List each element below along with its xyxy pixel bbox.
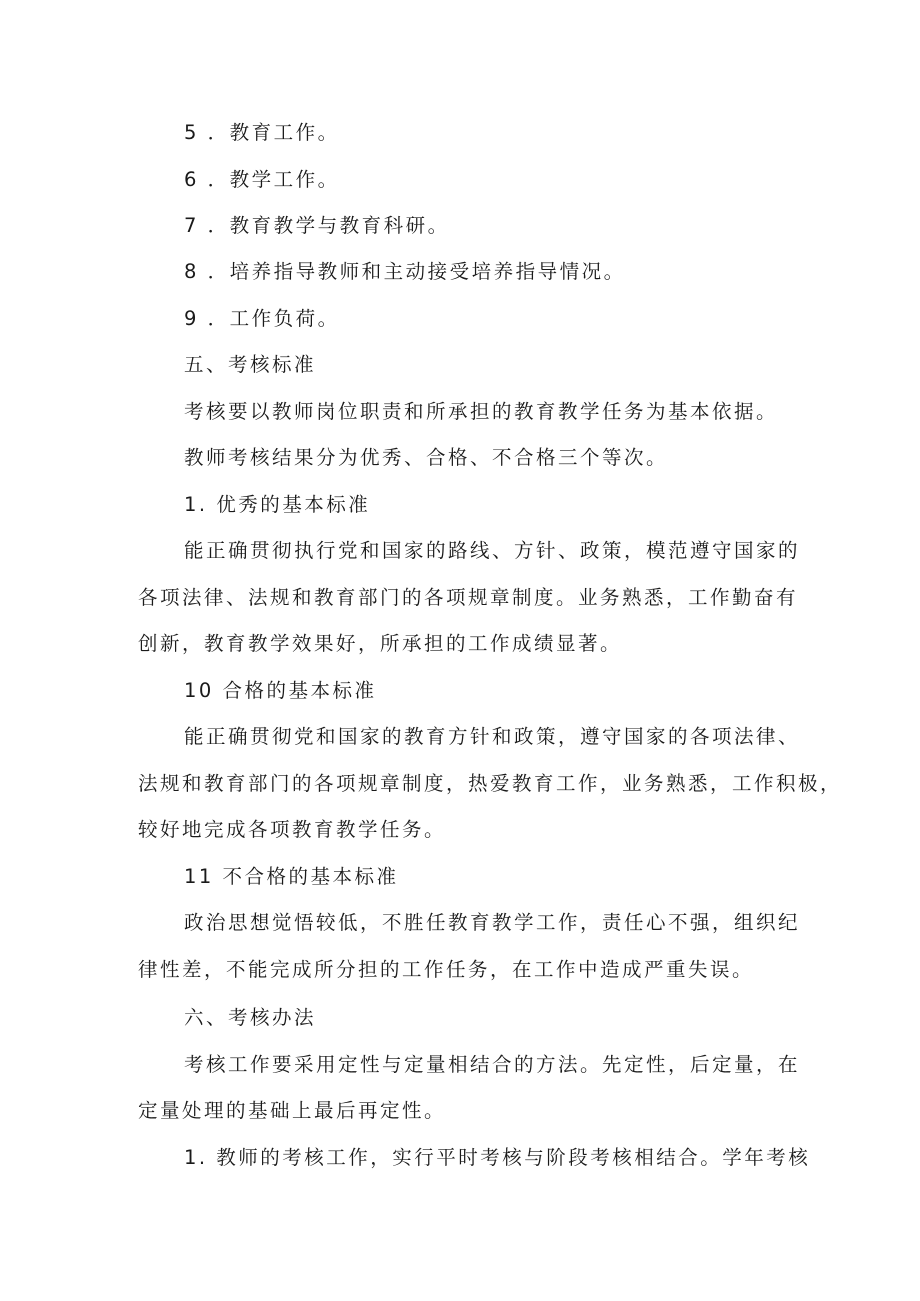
subheading-qualified: 10 合格的基本标准 bbox=[184, 679, 377, 702]
paragraph-line: 教师考核结果分为优秀、合格、不合格三个等次。 bbox=[184, 446, 669, 469]
paragraph-line: 能正确贯彻执行党和国家的路线、方针、政策，模范遵守国家的 bbox=[184, 539, 801, 562]
list-item-7: 7 ．教育教学与教育科研。 bbox=[184, 214, 450, 237]
paragraph-line: 创新，教育教学效果好，所承担的工作成绩显著。 bbox=[138, 632, 623, 655]
section-heading-6: 六、考核办法 bbox=[184, 1006, 317, 1029]
section-heading-5: 五、考核标准 bbox=[184, 353, 317, 376]
paragraph-line: 政治思想觉悟较低，不胜任教育教学工作，责任心不强，组织纪 bbox=[184, 911, 801, 934]
list-item-5: 5 ．教育工作。 bbox=[184, 121, 340, 144]
paragraph-line: 定量处理的基础上最后再定性。 bbox=[138, 1099, 447, 1122]
paragraph-line: 较好地完成各项教育教学任务。 bbox=[138, 818, 447, 841]
list-item-6: 6 ．教学工作。 bbox=[184, 168, 340, 191]
paragraph-line: 考核工作要采用定性与定量相结合的方法。先定性，后定量，在 bbox=[184, 1053, 801, 1076]
paragraph-line: 能正确贯彻党和国家的教育方针和政策，遵守国家的各项法律、 bbox=[184, 725, 801, 748]
list-item-8: 8 ．培养指导教师和主动接受培养指导情况。 bbox=[184, 260, 626, 283]
paragraph-line: 1. 教师的考核工作，实行平时考核与阶段考核相结合。学年考核 bbox=[184, 1146, 811, 1169]
paragraph-line: 法规和教育部门的各项规章制度，热爱教育工作，业务熟悉，工作积极， bbox=[138, 772, 843, 795]
paragraph-line: 律性差，不能完成所分担的工作任务，在工作中造成严重失误。 bbox=[138, 958, 755, 981]
subheading-excellent: 1. 优秀的基本标准 bbox=[184, 493, 371, 516]
paragraph-line: 考核要以教师岗位职责和所承担的教育教学任务为基本依据。 bbox=[184, 400, 779, 423]
paragraph-line: 各项法律、法规和教育部门的各项规章制度。业务熟悉，工作勤奋有 bbox=[138, 586, 799, 609]
list-item-9: 9 ．工作负荷。 bbox=[184, 307, 340, 330]
subheading-unqualified: 11 不合格的基本标准 bbox=[184, 865, 399, 888]
